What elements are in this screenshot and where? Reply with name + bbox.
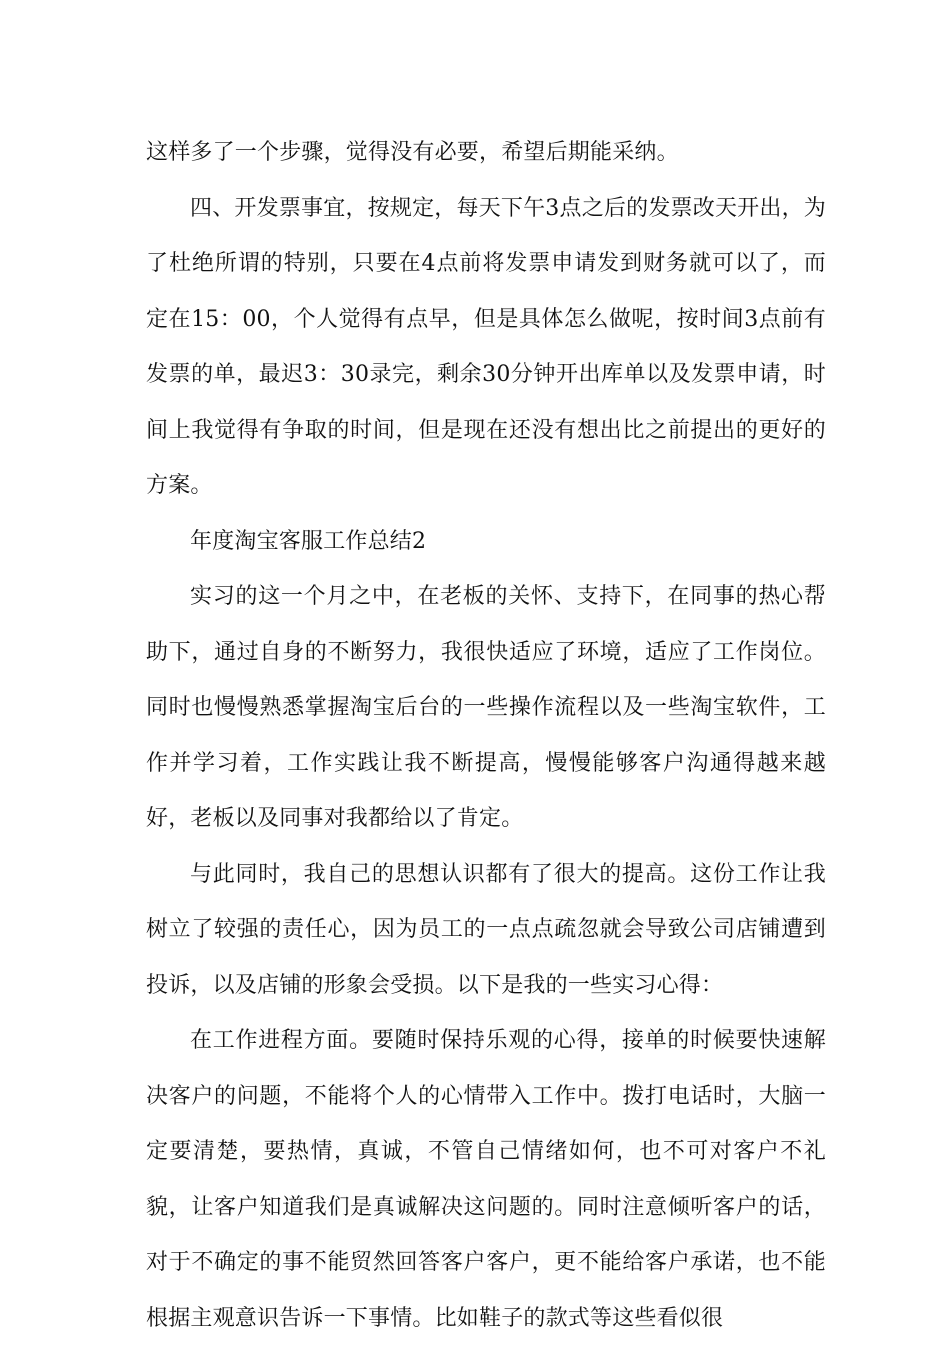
paragraph-invoice-matters: 四、开发票事宜，按规定，每天下午3点之后的发票改天开出，为了杜绝所谓的特别，只要在4点前将发票申请发到财务就可以了，而定在15：00，个人觉得有点早，但是具体怎么做呢，按时间3点前有发票的单，最迟3：30录完，剩余30分钟开出库单以及发票申请，时间上我觉得有争取的时间，但是现在还没有想出比之前提出的更好的方案。 <box>146 195 826 498</box>
document-body <box>146 125 826 1346</box>
section-heading: 年度淘宝客服工作总结2 <box>190 528 427 554</box>
paragraph-work-process: 在工作进程方面。要随时保持乐观的心得，接单的时候要快速解决客户的问题，不能将个人的心情带入工作中。拨打电话时，大脑一定要清楚，要热情，真诚，不管自己情绪如何，也不可对客户不礼貌，让客户知道我们是真诚解决这问题的。同时注意倾听客户的话，对于不确定的事不能贸然回答客户客户，更不能给客户承诺，也不能根据主观意识告诉一下事情。比如鞋子的款式等这些看似很 <box>146 1028 826 1331</box>
paragraph-internship-month: 实习的这一个月之中，在老板的关怀、支持下，在同事的热心帮助下，通过自身的不断努力，我很快适应了环境，适应了工作岗位。同时也慢慢熟悉掌握淘宝后台的一些操作流程以及一些淘宝软件，工作并学习着，工作实践让我不断提高，慢慢能够客户沟通得越来越好，老板以及同事对我都给以了肯定。 <box>146 584 826 831</box>
paragraph-continuation: 这样多了一个步骤，觉得没有必要，希望后期能采纳。 <box>146 140 679 165</box>
paragraph-responsibility: 与此同时，我自己的思想认识都有了很大的提高。这份工作让我树立了较强的责任心，因为员工的一点点疏忽就会导致公司店铺遭到投诉，以及店铺的形象会受损。以下是我的一些实习心得： <box>146 861 826 998</box>
